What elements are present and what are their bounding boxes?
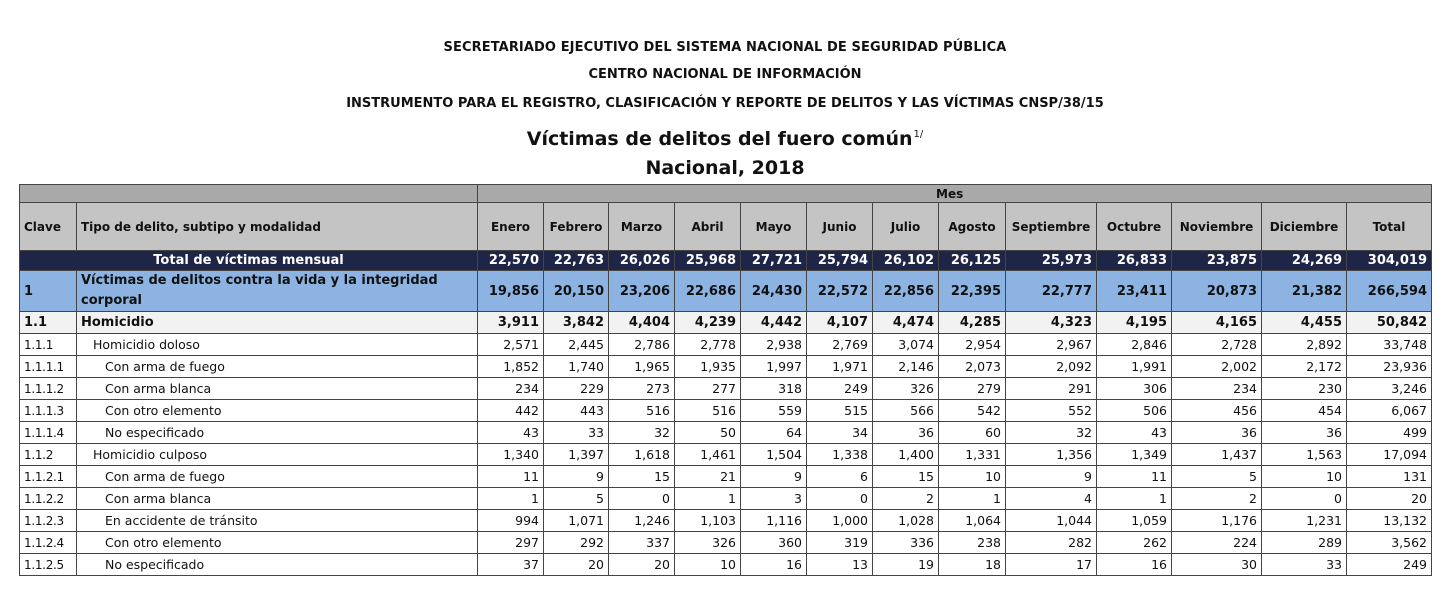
month-value-cell: 291 xyxy=(1006,378,1097,400)
month-value-cell: 2,786 xyxy=(609,334,675,356)
month-value-cell: 50 xyxy=(675,422,741,444)
column-header: Clave xyxy=(20,203,77,251)
crime-type-cell: No especificado xyxy=(77,422,478,444)
total-label: Total de víctimas mensual xyxy=(20,251,478,271)
month-value-cell: 277 xyxy=(675,378,741,400)
row-total-cell: 266,594 xyxy=(1347,271,1432,312)
month-value-cell: 1,997 xyxy=(741,356,807,378)
clave-cell: 1.1 xyxy=(20,312,77,334)
month-value-cell: 32 xyxy=(609,422,675,444)
month-value-cell: 4,404 xyxy=(609,312,675,334)
total-cell: 22,763 xyxy=(544,251,609,271)
month-value-cell: 0 xyxy=(609,488,675,510)
total-cell: 26,102 xyxy=(873,251,939,271)
month-value-cell: 3,074 xyxy=(873,334,939,356)
month-value-cell: 22,856 xyxy=(873,271,939,312)
month-value-cell: 337 xyxy=(609,532,675,554)
table-row xyxy=(20,334,1432,356)
month-value-cell: 9 xyxy=(544,466,609,488)
month-value-cell: 15 xyxy=(873,466,939,488)
month-value-cell: 2,445 xyxy=(544,334,609,356)
month-value-cell: 1,064 xyxy=(939,510,1006,532)
month-value-cell: 318 xyxy=(741,378,807,400)
month-value-cell: 3,842 xyxy=(544,312,609,334)
month-value-cell: 36 xyxy=(1262,422,1347,444)
table-row xyxy=(20,356,1432,378)
month-value-cell: 20 xyxy=(609,554,675,576)
month-value-cell: 2,846 xyxy=(1097,334,1172,356)
month-value-cell: 2,092 xyxy=(1006,356,1097,378)
month-value-cell: 279 xyxy=(939,378,1006,400)
total-cell: 304,019 xyxy=(1347,251,1432,271)
group-header-row xyxy=(20,185,1432,203)
report-subtitle: Nacional, 2018 xyxy=(645,157,805,179)
month-value-cell: 10 xyxy=(675,554,741,576)
month-value-cell: 229 xyxy=(544,378,609,400)
month-value-cell: 516 xyxy=(609,400,675,422)
month-value-cell: 4,455 xyxy=(1262,312,1347,334)
month-value-cell: 2,967 xyxy=(1006,334,1097,356)
month-value-cell: 15 xyxy=(609,466,675,488)
month-value-cell: 20,873 xyxy=(1172,271,1262,312)
table-row xyxy=(20,400,1432,422)
month-value-cell: 11 xyxy=(1097,466,1172,488)
month-value-cell: 33 xyxy=(544,422,609,444)
month-value-cell: 2,728 xyxy=(1172,334,1262,356)
total-cell: 22,570 xyxy=(478,251,544,271)
month-value-cell: 552 xyxy=(1006,400,1097,422)
month-value-cell: 1,563 xyxy=(1262,444,1347,466)
total-cell: 25,968 xyxy=(675,251,741,271)
month-value-cell: 1,356 xyxy=(1006,444,1097,466)
clave-cell: 1.1.2.3 xyxy=(20,510,77,532)
total-cell: 24,269 xyxy=(1262,251,1347,271)
month-value-cell: 2,769 xyxy=(807,334,873,356)
month-value-cell: 1,338 xyxy=(807,444,873,466)
month-value-cell: 224 xyxy=(1172,532,1262,554)
column-header: Noviembre xyxy=(1172,203,1262,251)
month-value-cell: 13 xyxy=(807,554,873,576)
row-total-cell: 3,562 xyxy=(1347,532,1432,554)
month-value-cell: 22,777 xyxy=(1006,271,1097,312)
group-header-mes: Mes xyxy=(478,185,1432,203)
column-header: Septiembre xyxy=(1006,203,1097,251)
table-row xyxy=(20,554,1432,576)
month-value-cell: 1,044 xyxy=(1006,510,1097,532)
month-value-cell: 18 xyxy=(939,554,1006,576)
org-title: SECRETARIADO EJECUTIVO DEL SISTEMA NACIONAL DE SEGURIDAD PÚBLICA xyxy=(443,40,1007,55)
row-total-cell: 131 xyxy=(1347,466,1432,488)
clave-cell: 1.1.2.5 xyxy=(20,554,77,576)
month-value-cell: 456 xyxy=(1172,400,1262,422)
month-value-cell: 1,340 xyxy=(478,444,544,466)
month-value-cell: 21,382 xyxy=(1262,271,1347,312)
month-value-cell: 19 xyxy=(873,554,939,576)
month-value-cell: 1,349 xyxy=(1097,444,1172,466)
report-title xyxy=(0,128,1450,150)
month-value-cell: 1,400 xyxy=(873,444,939,466)
month-value-cell: 43 xyxy=(1097,422,1172,444)
month-value-cell: 1,740 xyxy=(544,356,609,378)
table-body xyxy=(20,251,1432,576)
crime-type-cell: Con arma de fuego xyxy=(77,466,478,488)
clave-cell: 1.1.2 xyxy=(20,444,77,466)
crime-type-cell: Con arma blanca xyxy=(77,378,478,400)
month-value-cell: 11 xyxy=(478,466,544,488)
month-value-cell: 1,331 xyxy=(939,444,1006,466)
column-header: Diciembre xyxy=(1262,203,1347,251)
column-header: Octubre xyxy=(1097,203,1172,251)
month-value-cell: 19,856 xyxy=(478,271,544,312)
month-value-cell: 36 xyxy=(873,422,939,444)
total-cell: 25,973 xyxy=(1006,251,1097,271)
footnote-marker: 1/ xyxy=(913,129,924,140)
month-value-cell: 24,430 xyxy=(741,271,807,312)
month-value-cell: 2,778 xyxy=(675,334,741,356)
crime-type-cell: Homicidio xyxy=(77,312,478,334)
month-value-cell: 559 xyxy=(741,400,807,422)
column-header: Febrero xyxy=(544,203,609,251)
row-total-cell: 20 xyxy=(1347,488,1432,510)
column-header: Julio xyxy=(873,203,939,251)
crime-type-cell: Con otro elemento xyxy=(77,532,478,554)
month-value-cell: 1,461 xyxy=(675,444,741,466)
column-header: Agosto xyxy=(939,203,1006,251)
month-value-cell: 326 xyxy=(675,532,741,554)
month-value-cell: 4 xyxy=(1006,488,1097,510)
month-value-cell: 454 xyxy=(1262,400,1347,422)
column-header: Total xyxy=(1347,203,1432,251)
month-value-cell: 1,852 xyxy=(478,356,544,378)
month-value-cell: 9 xyxy=(1006,466,1097,488)
month-value-cell: 1,971 xyxy=(807,356,873,378)
report-title-text: Víctimas de delitos del fuero común xyxy=(526,128,913,150)
instrument-title: INSTRUMENTO PARA EL REGISTRO, CLASIFICACIÓN Y REPORTE DE DELITOS Y LAS VÍCTIMAS CNSP/38/15 xyxy=(346,96,1104,111)
row-total-cell: 3,246 xyxy=(1347,378,1432,400)
total-cell: 26,026 xyxy=(609,251,675,271)
month-value-cell: 249 xyxy=(807,378,873,400)
month-value-cell: 360 xyxy=(741,532,807,554)
table-row xyxy=(20,510,1432,532)
month-value-cell: 1,397 xyxy=(544,444,609,466)
month-value-cell: 1 xyxy=(939,488,1006,510)
month-value-cell: 43 xyxy=(478,422,544,444)
total-cell: 26,833 xyxy=(1097,251,1172,271)
month-value-cell: 4,285 xyxy=(939,312,1006,334)
month-value-cell: 319 xyxy=(807,532,873,554)
clave-cell: 1.1.2.2 xyxy=(20,488,77,510)
row-total-cell: 17,094 xyxy=(1347,444,1432,466)
month-value-cell: 22,572 xyxy=(807,271,873,312)
month-value-cell: 5 xyxy=(544,488,609,510)
column-header-row xyxy=(20,203,1432,251)
month-value-cell: 33 xyxy=(1262,554,1347,576)
crime-type-cell: No especificado xyxy=(77,554,478,576)
clave-cell: 1.1.2.1 xyxy=(20,466,77,488)
column-header: Junio xyxy=(807,203,873,251)
month-value-cell: 273 xyxy=(609,378,675,400)
month-value-cell: 2,073 xyxy=(939,356,1006,378)
row-total-cell: 6,067 xyxy=(1347,400,1432,422)
total-row xyxy=(20,251,1432,271)
month-value-cell: 282 xyxy=(1006,532,1097,554)
month-value-cell: 238 xyxy=(939,532,1006,554)
month-value-cell: 566 xyxy=(873,400,939,422)
month-value-cell: 1,059 xyxy=(1097,510,1172,532)
crime-type-cell: Homicidio culposo xyxy=(77,444,478,466)
crime-type-cell: Con otro elemento xyxy=(77,400,478,422)
month-value-cell: 234 xyxy=(478,378,544,400)
month-value-cell: 4,474 xyxy=(873,312,939,334)
month-value-cell: 2,938 xyxy=(741,334,807,356)
month-value-cell: 1,991 xyxy=(1097,356,1172,378)
month-value-cell: 4,323 xyxy=(1006,312,1097,334)
month-value-cell: 994 xyxy=(478,510,544,532)
month-value-cell: 2,172 xyxy=(1262,356,1347,378)
total-cell: 23,875 xyxy=(1172,251,1262,271)
month-value-cell: 297 xyxy=(478,532,544,554)
month-value-cell: 2 xyxy=(873,488,939,510)
row-total-cell: 23,936 xyxy=(1347,356,1432,378)
crime-type-cell: Homicidio doloso xyxy=(77,334,478,356)
month-value-cell: 0 xyxy=(1262,488,1347,510)
month-value-cell: 443 xyxy=(544,400,609,422)
month-value-cell: 1,116 xyxy=(741,510,807,532)
total-cell: 27,721 xyxy=(741,251,807,271)
month-value-cell: 16 xyxy=(1097,554,1172,576)
victims-table xyxy=(19,184,1432,576)
row-total-cell: 249 xyxy=(1347,554,1432,576)
month-value-cell: 234 xyxy=(1172,378,1262,400)
month-value-cell: 1,618 xyxy=(609,444,675,466)
month-value-cell: 1,437 xyxy=(1172,444,1262,466)
row-total-cell: 499 xyxy=(1347,422,1432,444)
month-value-cell: 0 xyxy=(807,488,873,510)
month-value-cell: 34 xyxy=(807,422,873,444)
total-cell: 26,125 xyxy=(939,251,1006,271)
month-value-cell: 64 xyxy=(741,422,807,444)
month-value-cell: 2,146 xyxy=(873,356,939,378)
table-row xyxy=(20,312,1432,334)
crime-type-cell: Con arma de fuego xyxy=(77,356,478,378)
month-value-cell: 10 xyxy=(1262,466,1347,488)
month-value-cell: 4,107 xyxy=(807,312,873,334)
table-row xyxy=(20,422,1432,444)
table-row xyxy=(20,444,1432,466)
month-value-cell: 1,103 xyxy=(675,510,741,532)
row-total-cell: 50,842 xyxy=(1347,312,1432,334)
clave-cell: 1.1.1.2 xyxy=(20,378,77,400)
column-header: Marzo xyxy=(609,203,675,251)
month-value-cell: 6 xyxy=(807,466,873,488)
total-cell: 25,794 xyxy=(807,251,873,271)
month-value-cell: 36 xyxy=(1172,422,1262,444)
month-value-cell: 3 xyxy=(741,488,807,510)
month-value-cell: 326 xyxy=(873,378,939,400)
month-value-cell: 3,911 xyxy=(478,312,544,334)
month-value-cell: 515 xyxy=(807,400,873,422)
month-value-cell: 1,231 xyxy=(1262,510,1347,532)
clave-cell: 1.1.2.4 xyxy=(20,532,77,554)
month-value-cell: 4,442 xyxy=(741,312,807,334)
month-value-cell: 1 xyxy=(478,488,544,510)
month-value-cell: 292 xyxy=(544,532,609,554)
month-value-cell: 23,206 xyxy=(609,271,675,312)
month-value-cell: 516 xyxy=(675,400,741,422)
month-value-cell: 289 xyxy=(1262,532,1347,554)
table-row xyxy=(20,271,1432,312)
month-value-cell: 4,239 xyxy=(675,312,741,334)
month-value-cell: 60 xyxy=(939,422,1006,444)
month-value-cell: 1,935 xyxy=(675,356,741,378)
month-value-cell: 9 xyxy=(741,466,807,488)
table-row xyxy=(20,532,1432,554)
month-value-cell: 1,965 xyxy=(609,356,675,378)
month-value-cell: 2,954 xyxy=(939,334,1006,356)
month-value-cell: 4,195 xyxy=(1097,312,1172,334)
month-value-cell: 1,071 xyxy=(544,510,609,532)
column-header: Mayo xyxy=(741,203,807,251)
month-value-cell: 1 xyxy=(1097,488,1172,510)
table-row xyxy=(20,488,1432,510)
month-value-cell: 2,002 xyxy=(1172,356,1262,378)
month-value-cell: 16 xyxy=(741,554,807,576)
clave-cell: 1.1.1 xyxy=(20,334,77,356)
table-row xyxy=(20,378,1432,400)
crime-type-cell: Víctimas de delitos contra la vida y la integridad corporal xyxy=(77,271,478,312)
table-row xyxy=(20,466,1432,488)
month-value-cell: 1,176 xyxy=(1172,510,1262,532)
month-value-cell: 1,000 xyxy=(807,510,873,532)
month-value-cell: 30 xyxy=(1172,554,1262,576)
month-value-cell: 2 xyxy=(1172,488,1262,510)
month-value-cell: 442 xyxy=(478,400,544,422)
column-header: Enero xyxy=(478,203,544,251)
group-header-blank xyxy=(20,185,478,203)
month-value-cell: 4,165 xyxy=(1172,312,1262,334)
month-value-cell: 20 xyxy=(544,554,609,576)
month-value-cell: 1,028 xyxy=(873,510,939,532)
month-value-cell: 37 xyxy=(478,554,544,576)
month-value-cell: 542 xyxy=(939,400,1006,422)
month-value-cell: 32 xyxy=(1006,422,1097,444)
column-header: Abril xyxy=(675,203,741,251)
clave-cell: 1.1.1.1 xyxy=(20,356,77,378)
month-value-cell: 20,150 xyxy=(544,271,609,312)
month-value-cell: 262 xyxy=(1097,532,1172,554)
month-value-cell: 5 xyxy=(1172,466,1262,488)
row-total-cell: 13,132 xyxy=(1347,510,1432,532)
month-value-cell: 230 xyxy=(1262,378,1347,400)
month-value-cell: 336 xyxy=(873,532,939,554)
month-value-cell: 17 xyxy=(1006,554,1097,576)
clave-cell: 1.1.1.3 xyxy=(20,400,77,422)
center-title: CENTRO NACIONAL DE INFORMACIÓN xyxy=(588,67,862,82)
month-value-cell: 22,395 xyxy=(939,271,1006,312)
clave-cell: 1.1.1.4 xyxy=(20,422,77,444)
month-value-cell: 10 xyxy=(939,466,1006,488)
clave-cell: 1 xyxy=(20,271,77,312)
month-value-cell: 1 xyxy=(675,488,741,510)
row-total-cell: 33,748 xyxy=(1347,334,1432,356)
month-value-cell: 21 xyxy=(675,466,741,488)
month-value-cell: 306 xyxy=(1097,378,1172,400)
crime-type-cell: En accidente de tránsito xyxy=(77,510,478,532)
month-value-cell: 506 xyxy=(1097,400,1172,422)
month-value-cell: 22,686 xyxy=(675,271,741,312)
month-value-cell: 1,246 xyxy=(609,510,675,532)
crime-type-cell: Con arma blanca xyxy=(77,488,478,510)
column-header: Tipo de delito, subtipo y modalidad xyxy=(77,203,478,251)
month-value-cell: 1,504 xyxy=(741,444,807,466)
month-value-cell: 2,571 xyxy=(478,334,544,356)
month-value-cell: 2,892 xyxy=(1262,334,1347,356)
month-value-cell: 23,411 xyxy=(1097,271,1172,312)
